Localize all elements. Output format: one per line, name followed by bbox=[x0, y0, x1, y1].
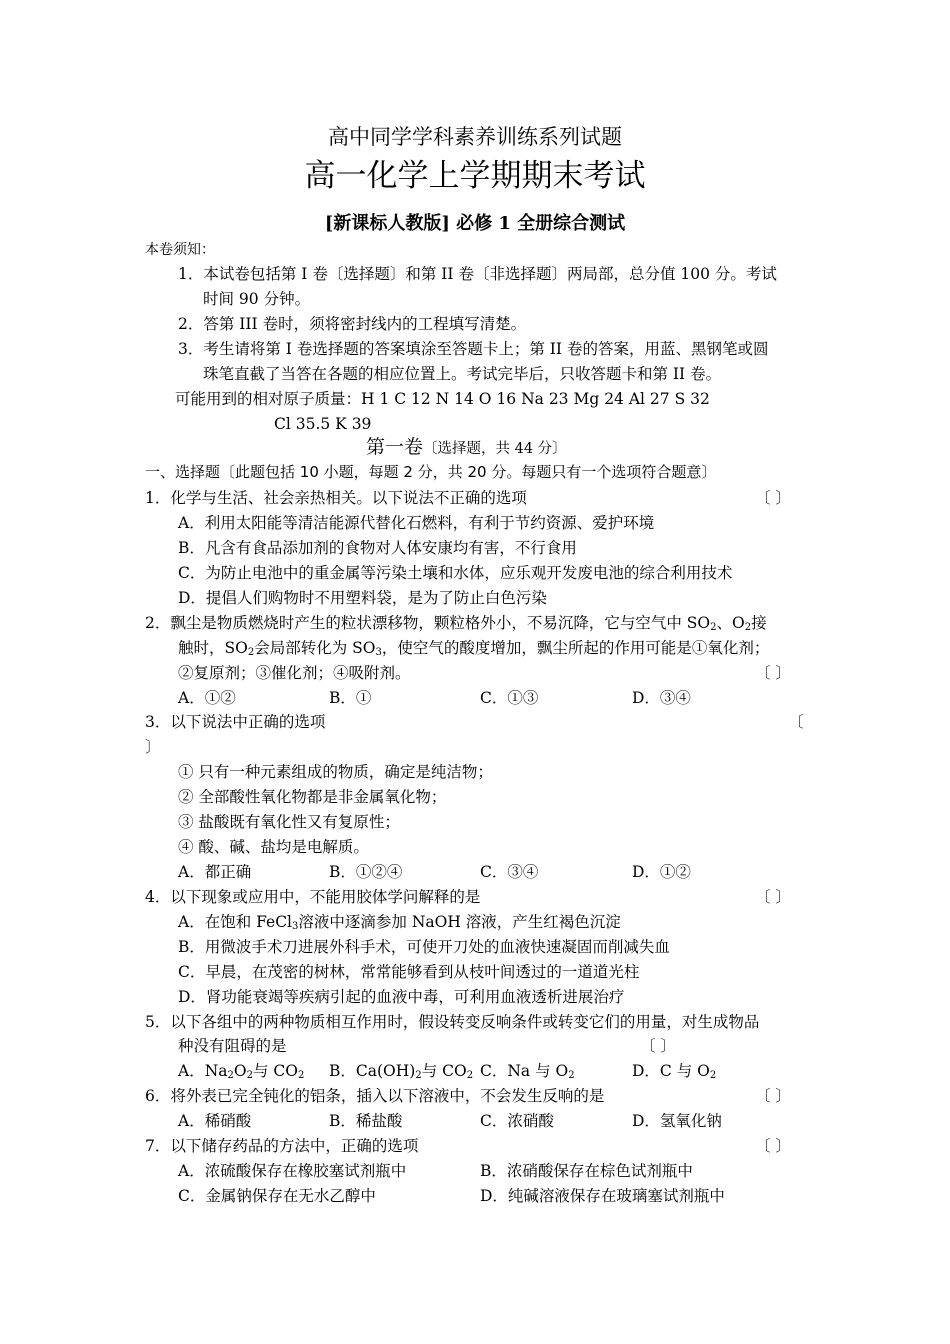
q2-answer-blank: 〔 〕 bbox=[755, 664, 791, 682]
q2-option-b: B．① bbox=[329, 689, 372, 707]
q6-option-a: A．稀硝酸 bbox=[178, 1112, 252, 1130]
q2-option-c: C．①③ bbox=[480, 689, 539, 707]
q5-subscript: 2 bbox=[297, 1070, 305, 1081]
q4-subscript: 3 bbox=[292, 921, 299, 932]
q5-b-text-2: 与 CO bbox=[421, 1062, 467, 1080]
q5-d-text: D．C 与 O bbox=[632, 1062, 710, 1080]
q4-option-a-text: A．在饱和 FeCl bbox=[178, 913, 293, 931]
q2-stem-text-f: ，使空气的酸度增加，飘尘所起的作用可能是①氧化剂； bbox=[381, 639, 770, 657]
q3-option-b: B．①②④ bbox=[329, 863, 403, 881]
q2-subscript: 2 bbox=[710, 622, 717, 633]
q6-option-b: B．稀盐酸 bbox=[329, 1112, 403, 1130]
q2-stem-text-c: 接 bbox=[751, 614, 767, 632]
q2-option-d: D．③④ bbox=[632, 689, 691, 707]
q4-stem: 4．以下现象或应用中，不能用胶体学问解释的是 bbox=[145, 888, 481, 906]
notice-heading: 本卷须知： bbox=[145, 242, 215, 258]
q4-option-d: D．肾功能衰竭等疾病引起的血液中毒，可利用血液透析进展治疗 bbox=[178, 988, 625, 1006]
q1-option-b: B．凡含有食品添加剂的食物对人体安康均有害，不行食用 bbox=[178, 539, 577, 557]
q7-stem: 7．以下储存药品的方法中，正确的选项 bbox=[145, 1137, 419, 1155]
q5-b-text: B．Ca(OH) bbox=[329, 1062, 416, 1080]
q5-subscript: 2 bbox=[246, 1070, 253, 1081]
q1-option-c: C．为防止电池中的重金属等污染土壤和水体，应乐观开发废电池的综合利用技术 bbox=[178, 564, 733, 582]
q4-option-a bbox=[178, 912, 621, 932]
q7-answer-blank: 〔 〕 bbox=[755, 1137, 791, 1155]
q2-stem-line2 bbox=[178, 638, 769, 658]
q2-subscript: 2 bbox=[247, 647, 255, 658]
notice-item-2: 2．答第 III 卷时，须将密封线内的工程填写清楚。 bbox=[178, 315, 527, 333]
part1-title-row bbox=[366, 437, 567, 459]
q2-subscript: 2 bbox=[744, 622, 752, 633]
notice-item-1: 1．本试卷包括第 I 卷〔选择题〕和第 II 卷〔非选择题〕两局部，总分值 100 分。考试 bbox=[178, 265, 777, 283]
q3-paren-open: 〔 bbox=[788, 713, 804, 731]
notice-item-1-cont: 时间 90 分钟。 bbox=[203, 290, 311, 308]
q3-paren-close: 〕 bbox=[145, 738, 161, 756]
subtitle: [新课标人教版] 必修 1 全册综合测试 bbox=[324, 213, 626, 234]
q4-option-b: B．用微波手术刀进展外科手术，可使开刀处的血液快速凝固而削减失血 bbox=[178, 938, 670, 956]
q1-option-a: A．利用太阳能等清洁能源代替化石燃料，有利于节约资源、爱护环境 bbox=[178, 514, 655, 532]
q7-option-b: B．浓硝酸保存在棕色试剂瓶中 bbox=[480, 1162, 693, 1180]
section-heading: 一、选择题〔此题包括 10 小题，每题 2 分，共 20 分。每题只有一个选项符合题意〕 bbox=[145, 463, 717, 481]
q5-a-text-3: 与 CO bbox=[252, 1062, 298, 1080]
notice-item-3-cont: 珠笔直截了当答在各题的相应位置上。考试完毕后，只收答题卡和第 II 卷。 bbox=[203, 365, 722, 383]
q7-option-c: C．金属钠保存在无水乙醇中 bbox=[178, 1187, 376, 1205]
main-title: 高一化学上学期期末考试 bbox=[304, 158, 646, 194]
q4-answer-blank: 〔 〕 bbox=[755, 888, 791, 906]
q2-stem-text-d: 触时，SO bbox=[178, 639, 248, 657]
q5-subscript: 2 bbox=[227, 1070, 234, 1081]
q3-statement-4: ④ 酸、碱、盐均是电解质。 bbox=[178, 838, 369, 856]
q3-option-c: C．③④ bbox=[480, 863, 539, 881]
q5-subscript: 2 bbox=[709, 1070, 717, 1081]
q2-stem-text-e: 会局部转化为 SO bbox=[254, 639, 376, 657]
atomic-masses-cont: Cl 35.5 K 39 bbox=[274, 415, 372, 433]
q5-option-c bbox=[480, 1061, 575, 1081]
q2-subscript: 3 bbox=[375, 647, 382, 658]
q5-c-text: C．Na 与 O bbox=[480, 1062, 569, 1080]
q6-option-d: D．氢氧化钠 bbox=[632, 1112, 722, 1130]
q6-stem: 6．将外表已完全钝化的铝条，插入以下溶液中，不会发生反响的是 bbox=[145, 1087, 605, 1105]
part1-title: 第一卷 bbox=[366, 436, 424, 458]
q3-stem: 3．以下说法中正确的选项 bbox=[145, 713, 326, 731]
q4-option-a-text-2: 溶液中逐滴参加 NaOH 溶液，产生红褐色沉淀 bbox=[298, 913, 621, 931]
series-title: 高中同学学科素养训练系列试题 bbox=[328, 125, 622, 149]
q5-subscript: 2 bbox=[466, 1070, 474, 1081]
q3-option-d: D．①② bbox=[632, 863, 691, 881]
q3-option-a: A．都正确 bbox=[178, 863, 252, 881]
q4-option-c: C．早晨，在茂密的树林，常常能够看到从枝叶间透过的一道道光柱 bbox=[178, 963, 640, 981]
q7-option-d: D．纯碱溶液保存在玻璃塞试剂瓶中 bbox=[480, 1187, 725, 1205]
q2-stem-text-b: 、O bbox=[716, 614, 745, 632]
q3-statement-1: ① 只有一种元素组成的物质，确定是纯洁物； bbox=[178, 763, 493, 781]
q2-stem-line1 bbox=[145, 613, 767, 633]
part1-title-note: 〔选择题，共 44 分〕 bbox=[423, 441, 567, 457]
q7-option-a: A．浓硫酸保存在橡胶塞试剂瓶中 bbox=[178, 1162, 407, 1180]
q6-answer-blank: 〔 〕 bbox=[755, 1087, 791, 1105]
q5-option-d bbox=[632, 1061, 716, 1081]
q5-answer-blank: 〔 〕 bbox=[640, 1037, 676, 1055]
q1-answer-blank: 〔 〕 bbox=[755, 489, 791, 507]
q5-option-b bbox=[329, 1061, 473, 1081]
atomic-masses: 可能用到的相对原子质量：H 1 C 12 N 14 O 16 Na 23 Mg 24 Al 27 S 32 bbox=[175, 390, 710, 408]
q1-option-d: D．提倡人们购物时不用塑料袋，是为了防止白色污染 bbox=[178, 589, 547, 607]
q5-stem-line1: 5．以下各组中的两种物质相互作用时，假设转变反响条件或转变它们的用量，对生成物品 bbox=[145, 1013, 760, 1031]
q3-statement-2: ② 全部酸性氧化物都是非金属氧化物； bbox=[178, 788, 447, 806]
q5-a-text-2: O bbox=[233, 1062, 247, 1080]
q2-stem-text-a: 2．飘尘是物质燃烧时产生的粒状漂移物，颗粒格外小，不易沉降，它与空气中 SO bbox=[145, 614, 711, 632]
q2-option-a: A．①② bbox=[178, 689, 236, 707]
q5-a-text: A．Na bbox=[178, 1062, 228, 1080]
q5-subscript: 2 bbox=[415, 1070, 422, 1081]
q6-option-c: C．浓硝酸 bbox=[480, 1112, 554, 1130]
q2-stem-line3: ②复原剂；③催化剂；④吸附剂。 bbox=[178, 664, 411, 682]
q5-option-a bbox=[178, 1061, 304, 1081]
notice-item-3: 3．考生请将第 I 卷选择题的答案填涂至答题卡上；第 II 卷的答案，用蓝、黑钢笔或圆 bbox=[178, 340, 769, 358]
q1-stem: 1．化学与生活、社会亲热相关。以下说法不正确的选项 bbox=[145, 489, 527, 507]
q5-stem-line2: 种没有阻碍的是 bbox=[178, 1037, 287, 1055]
q3-statement-3: ③ 盐酸既有氧化性又有复原性； bbox=[178, 813, 400, 831]
q5-subscript: 2 bbox=[568, 1070, 575, 1081]
